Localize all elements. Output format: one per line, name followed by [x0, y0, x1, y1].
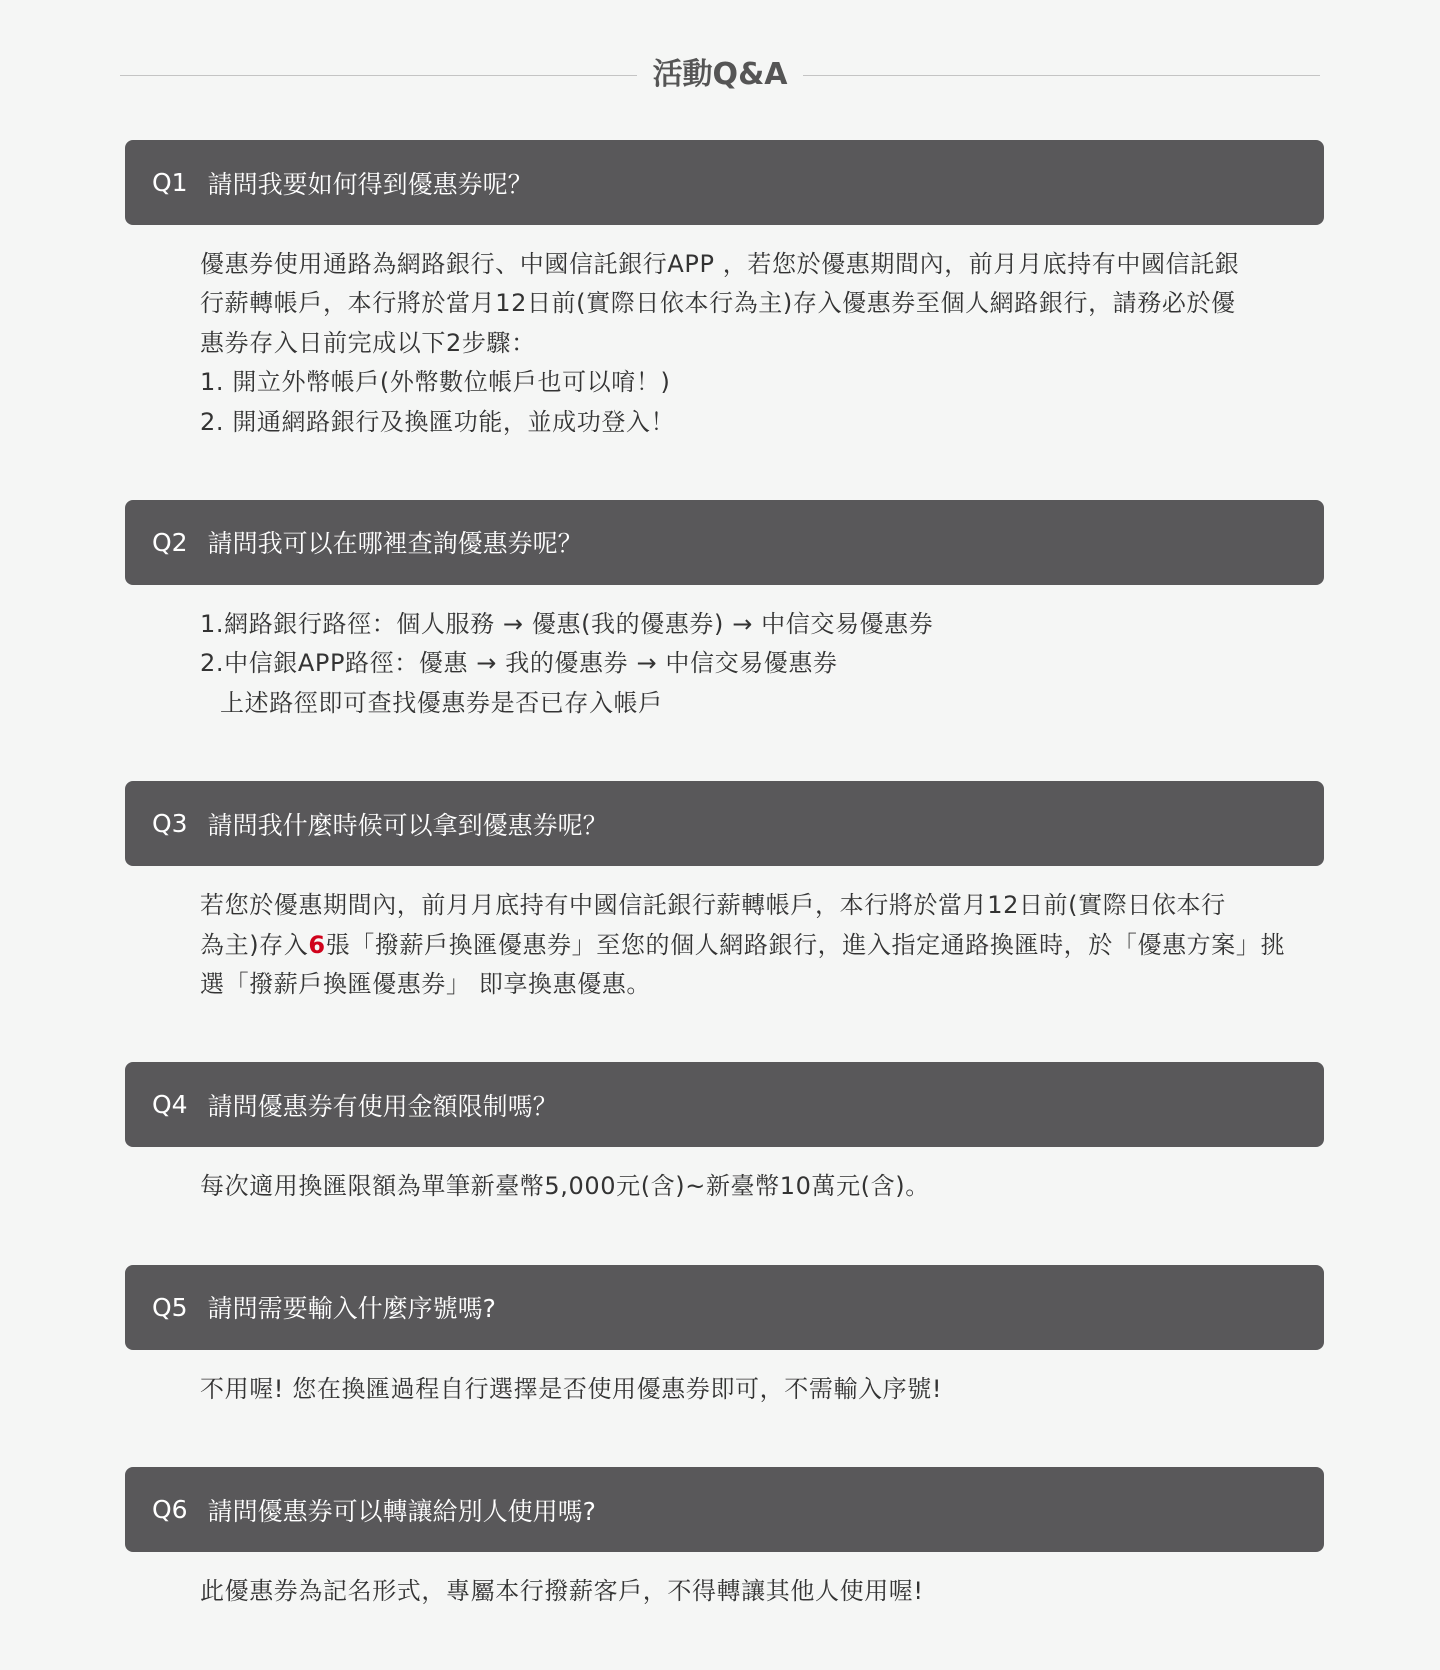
question-number: Q3 [152, 809, 188, 839]
question-number: Q1 [152, 168, 188, 197]
answer-line: 上述路徑即可查找優惠券是否已存入帳戶 [220, 688, 663, 717]
answer-segment: 張「撥薪戶換匯優惠券」至您的個人網路銀行，進入指定通路換匯時，於「優惠方案」挑 [325, 930, 1286, 959]
answer-line: 選「撥薪戶換匯優惠券」 即享換惠優惠。 [200, 969, 652, 998]
answer-q4 [125, 1167, 1324, 1206]
question-number: Q5 [152, 1292, 188, 1322]
answer-line: 此優惠券為記名形式，專屬本行撥薪客戶，不得轉讓其他人使用喔! [200, 1577, 924, 1606]
question-text: 請問我什麼時候可以拿到優惠券呢？ [207, 810, 608, 840]
answer-q6 [125, 1572, 1324, 1611]
title-divider-left [120, 75, 637, 76]
question-bar-q3[interactable] [125, 781, 1324, 866]
answer-line: 2.中信銀APP路徑：優惠 → 我的優惠券 → 中信交易優惠券 [200, 649, 838, 678]
question-bar-q6[interactable] [125, 1467, 1324, 1552]
answer-q3 [125, 886, 1324, 1004]
answer-line: 每次適用換匯限額為單筆新臺幣5,000元(含)~新臺幣10萬元(含)。 [200, 1172, 930, 1201]
section-title-row [120, 0, 1320, 95]
question-text: 請問我要如何得到優惠券呢？ [207, 169, 533, 199]
answer-q1 [125, 245, 1324, 442]
question-number: Q4 [152, 1090, 188, 1120]
answer-line: 行薪轉帳戶，本行將於當月12日前(實際日依本行為主)存入優惠券至個人網路銀行，請務必於優 [200, 289, 1236, 318]
answer-line: 1.網路銀行路徑：個人服務 → 優惠(我的優惠券) → 中信交易優惠券 [200, 609, 934, 638]
faq-list [125, 140, 1324, 1611]
answer-line [200, 926, 1324, 965]
question-bar-q2[interactable] [125, 500, 1324, 585]
answer-line: 2. 開通網路銀行及換匯功能，並成功登入！ [200, 407, 676, 436]
answer-line: 優惠券使用通路為網路銀行、中國信託銀行APP ，若您於優惠期間內，前月月底持有中國信託銀 [200, 250, 1240, 278]
question-text: 請問優惠券可以轉讓給別人使用嗎? [207, 1496, 596, 1526]
answer-line: 若您於優惠期間內，前月月底持有中國信託銀行薪轉帳戶，本行將於當月12日前(實際日依本行 [200, 891, 1226, 920]
question-bar-q5[interactable] [125, 1265, 1324, 1350]
answer-segment: 為主)存入 [200, 930, 309, 959]
answer-line: 惠券存入日前完成以下2步驟： [200, 328, 536, 357]
question-text: 請問優惠券有使用金額限制嗎？ [207, 1091, 558, 1121]
title-divider-right [803, 75, 1320, 76]
question-text: 請問我可以在哪裡查詢優惠券呢？ [207, 529, 583, 559]
question-bar-q4[interactable] [125, 1062, 1324, 1147]
answer-line: 不用喔! 您在換匯過程自行選擇是否使用優惠券即可，不需輸入序號! [200, 1374, 943, 1403]
question-number: Q2 [152, 527, 188, 557]
question-bar-q1[interactable] [125, 140, 1324, 225]
answer-q5 [125, 1370, 1324, 1409]
coupon-count-highlight: 6 [308, 930, 326, 959]
question-text: 請問需要輸入什麼序號嗎? [207, 1294, 496, 1324]
question-number: Q6 [152, 1495, 188, 1525]
answer-line: 1. 開立外幣帳戶(外幣數位帳戶也可以唷！) [200, 368, 671, 397]
section-title: 活動Q&A [652, 57, 788, 92]
answer-q2 [125, 605, 1324, 723]
